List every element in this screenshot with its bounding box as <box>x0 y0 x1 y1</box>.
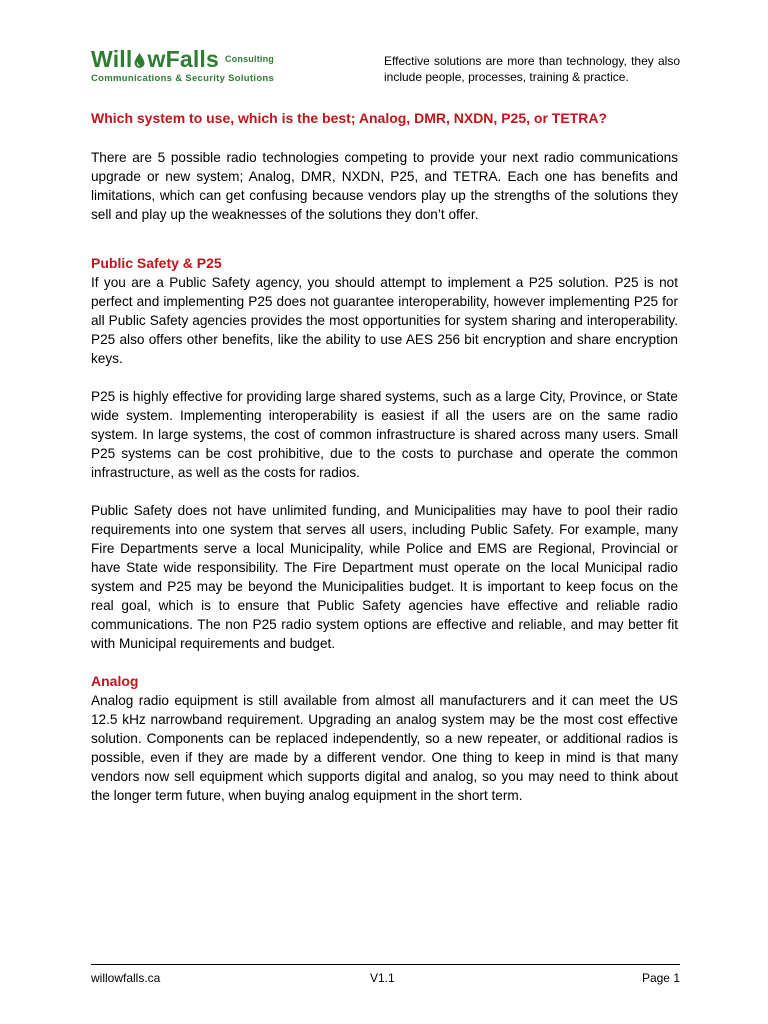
footer-website: willowfalls.ca <box>91 971 161 985</box>
logo-wordmark <box>91 47 281 71</box>
header-tagline: Effective solutions are more than technology, they also include people, processes, training & practice. <box>384 54 680 84</box>
document-body <box>91 108 678 805</box>
paragraph: Public Safety does not have unlimited funding, and Municipalities may have to pool their radio requirements into one system that serves all users, including Public Safety. For example, many Fire Departments serve a local Municipality, while Police and EMS are Regional, Provincial or have State wide responsibility. The Fire Department must operate on the local Municipal radio system and P25 may be beyond the Municipalities budget. It is important to keep focus on the real goal, which is to ensure that Public Safety agencies have effective and reliable radio communications. The non P25 radio system options are effective and reliable, and may better fit with Municipal requirements and budget. <box>91 503 678 651</box>
footer-version: V1.1 <box>370 971 395 985</box>
logo-text-part1: Will <box>91 46 133 72</box>
footer-page-number: Page 1 <box>641 971 680 985</box>
company-logo <box>91 47 281 84</box>
section-heading-public-safety: Public Safety & P25 <box>91 255 222 271</box>
logo-text-part2: wFalls <box>147 46 219 72</box>
paragraph: P25 is highly effective for providing large shared systems, such as a large City, Province, or State wide system. Implementing interoperability is easiest if all the users are on the same radio system. In large systems, the cost of common infrastructure is shared across many users. Small P25 systems can be cost prohibitive, due to the costs to purchase and operate the common infrastructure, as well as the costs for radios. <box>91 389 678 480</box>
intro-paragraph: There are 5 possible radio technologies competing to provide your next radio communications upgrade or new system; Analog, DMR, NXDN, P25, and TETRA. Each one has benefits and limitations, which can get confusing because vendors play up the strengths of the solutions they sell and play up the weaknesses of the solutions they don’t offer. <box>91 150 678 222</box>
footer-divider <box>91 964 680 965</box>
document-title: Which system to use, which is the best; Analog, DMR, NXDN, P25, or TETRA? <box>91 110 607 126</box>
paragraph: If you are a Public Safety agency, you should attempt to implement a P25 solution. P25 is not perfect and implementing P25 does not guarantee interoperability, however implementing P25 for all Public Safety agencies provides the most opportunities for system sharing and interoperability. P25 also offers other benefits, like the ability to use AES 256 bit encryption and share encryption keys. <box>91 275 678 366</box>
water-drop-icon <box>133 52 146 69</box>
paragraph: Analog radio equipment is still available from almost all manufacturers and it can meet the US 12.5 kHz narrowband requirement. Upgrading an analog system may be the most cost effective solution. Components can be replaced independently, so a new repeater, or additional radios is possible, even if they are made by a different vendor. One thing to keep in mind is that many vendors now sell equipment which supports digital and analog, so you may need to think about the longer term future, when buying analog equipment in the short term. <box>91 693 678 803</box>
section-heading-analog: Analog <box>91 673 139 689</box>
logo-consulting: Consulting <box>225 54 274 64</box>
logo-tagline: Communications & Security Solutions <box>91 73 275 84</box>
